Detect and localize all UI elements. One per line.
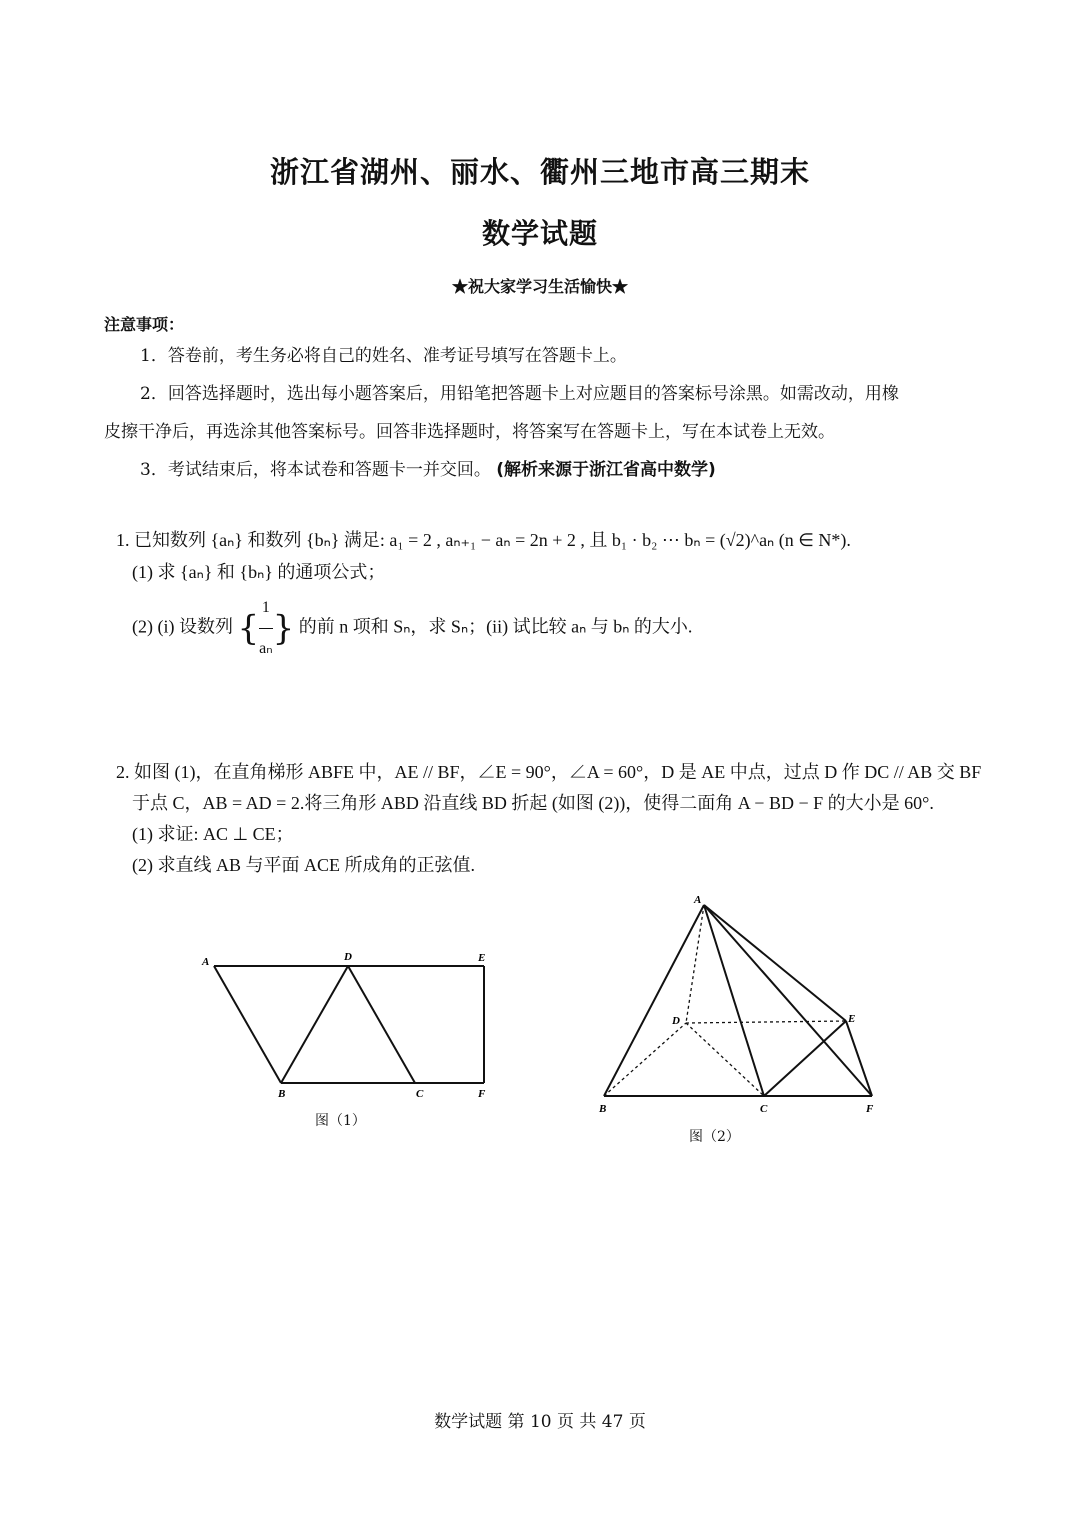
label-b: B	[278, 1088, 286, 1100]
q1-stem	[116, 528, 851, 552]
edge-dc	[348, 966, 415, 1083]
edge-bd	[281, 966, 348, 1083]
edge-ce	[764, 1021, 846, 1096]
q1-satisfy: 满足:	[343, 530, 385, 550]
notice-item-3-text: 3．考试结束后，将本试卷和答题卡一并交回。	[140, 460, 491, 480]
notice-item-1: 1．答卷前，考生务必将自己的姓名、准考证号填写在答题卡上。	[140, 346, 627, 366]
figure-2-pyramid	[590, 890, 890, 1120]
q1-seq-a: {aₙ}	[210, 530, 243, 550]
q1-seq-b: {bₙ}	[305, 530, 340, 550]
right-brace-icon: }	[272, 608, 295, 649]
label-b: B	[599, 1103, 607, 1115]
q1-part1: (1) 求 {aₙ} 和 {bₙ} 的通项公式；	[132, 562, 386, 582]
notice-item-2b: 皮擦干净后，再选涂其他答案标号。回答非选择题时，将答案写在答题卡上，写在本试卷上无效。	[104, 422, 835, 442]
q2-part1: (1) 求证: AC ⊥ CE；	[132, 824, 294, 844]
q1-stem-prefix: 1. 已知数列	[116, 530, 206, 550]
notice-heading: 注意事项：	[104, 315, 185, 334]
edge-de-hidden	[686, 1021, 846, 1023]
page-title: 浙江省湖州、丽水、衢州三地市高三期末	[269, 155, 810, 189]
q2-part2: (2) 求直线 AB 与平面 ACE 所成角的正弦值.	[132, 855, 475, 875]
label-f: F	[866, 1103, 874, 1115]
fraction-denominator: aₙ	[259, 640, 273, 657]
notice-source-note: (解析来源于浙江省高中数学)	[496, 460, 716, 480]
page-subtitle: 数学试题	[481, 217, 598, 250]
q2-line-2: 于点 C，AB = AD = 2.将三角形 ABD 沿直线 BD 折起 (如图 (2))，使得二面角 A − BD − F 的大小是 60°.	[132, 793, 934, 813]
q1-part2-suffix: 的前 n 项和 Sₙ，求 Sₙ；(ii) 试比较 aₙ 与 bₙ 的大小.	[298, 616, 693, 637]
q1-cond2: , 且 b₁ · b₂ ⋯ bₙ = (√2)^aₙ (n ∈ N*).	[580, 530, 851, 550]
label-a: A	[694, 894, 702, 906]
figure-1-caption: 图（1）	[315, 1113, 366, 1129]
label-c: C	[416, 1088, 424, 1100]
q1-part2-prefix: (2) (i) 设数列	[132, 616, 233, 637]
q1-fraction	[259, 588, 272, 669]
label-d: D	[672, 1015, 680, 1027]
motto: ★祝大家学习生活愉快★	[451, 277, 628, 296]
edge-ac	[704, 905, 764, 1096]
q2-line-1: 2. 如图 (1)，在直角梯形 ABFE 中，AE // BF，∠E = 90°，∠A = 60°，D 是 AE 中点，过点 D 作 DC // AB 交 BF	[116, 762, 982, 782]
label-a: A	[202, 956, 210, 968]
q1-part2	[132, 588, 692, 669]
label-d: D	[344, 951, 352, 963]
edge-bd-hidden	[604, 1023, 686, 1096]
fraction-numerator: 1	[259, 588, 272, 629]
label-e: E	[478, 952, 486, 964]
q1-and: 和数列	[247, 530, 302, 550]
edge-ab	[214, 966, 281, 1083]
notice-item-2a: 2．回答选择题时，选出每小题答案后，用铅笔把答题卡上对应题目的答案标号涂黑。如需改动，用橡	[140, 384, 899, 404]
figure-2-caption: 图（2）	[689, 1129, 740, 1145]
notice-item-3	[140, 458, 716, 482]
left-brace-icon: {	[237, 608, 260, 649]
edge-ef	[846, 1021, 872, 1096]
label-f: F	[478, 1088, 486, 1100]
edge-af	[704, 905, 872, 1096]
figure-1-trapezoid	[190, 945, 510, 1105]
label-e: E	[848, 1013, 856, 1025]
label-c: C	[760, 1103, 768, 1115]
edge-ae	[704, 905, 846, 1021]
q1-cond1: a₁ = 2 , aₙ₊₁ − aₙ = 2n + 2	[389, 530, 576, 550]
page-footer: 数学试题 第 10 页 共 47 页	[434, 1412, 646, 1432]
